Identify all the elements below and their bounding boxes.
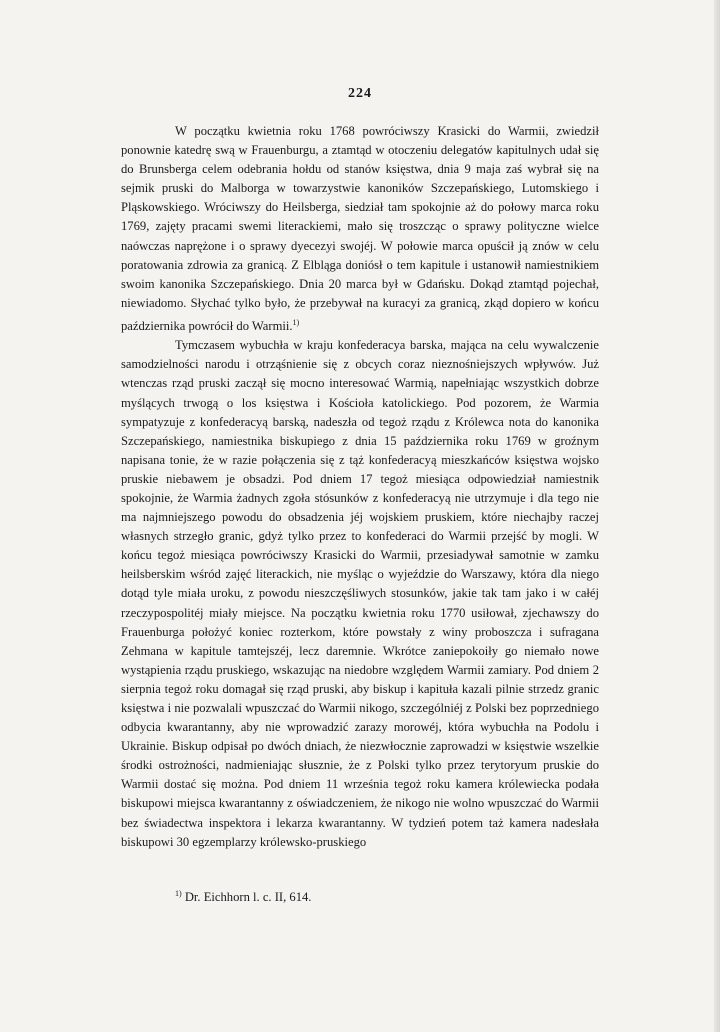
paragraph-2: Tymczasem wybuchła w kraju konfederacya barska, mająca na celu wywalczenie samodzielności narodu i otrząśnienie się z obcych coraz nieznośniejszych wpływów. Już wtenczas rząd pruski zaczął się mocno interesować Warmią, napełniając wszystkich dobrze myślących trwogą o los księstwa i Kościoła katolickiego. Pod pozorem, że Warmia sympatyzuje z konfederacyą barską, nadeszła od tegoż rządu z Królewca nota do kanonika Szczepańskiego, namiestnika biskupiego z dnia 15 października roku 1769 w groźnym napisana tonie, że w razie połączenia się z tąż konfederacyą mieszkańców księstwa wojsko pruskie niebawem je obsadzi. Pod dniem 17 tegoż miesiąca odpowiedział namiestnik spokojnie, że Warmia żadnych zgoła stósunków z konfederacyą nie utrzymuje i dla tego nie ma najmniejszego powodu do obsadzenia jéj wojskiem pruskiem, które niechajby raczej własnych strzegło granic, gdyż tylko przez to konfederaci do Warmii przejść by mogli. W końcu tegoż miesiąca powróciwszy Krasicki do Warmii, przesiadywał samotnie w zamku heilsberskim wśród zajęć literackich, nie myśląc o wyjeździe do Warszawy, która dla niego dotąd tyle miała uroku, z powodu nieszczęśliwych stosunków, jakie tak tam jako i w całéj rzeczypospolitéj miały miejsce. Na początku kwietnia roku 1770 usiłował, zjechawszy do Frauenburga położyć koniec rozterkom, które powstały z winy proboszcza i sufragana Zehmana w kapitule tamtejszéj, lecz daremnie. Wkrótce zaniepokoiły go niemało nowe wystąpienia rządu pruskiego, wskazując na niedobre względem Warmii zamiary. Pod dniem 2 sierpnia tegoż roku domagał się rząd pruski, aby biskup i kapituła kazali pilnie strzedz granic księstwa i nie pozwalali wpuszczać do Warmii nikogo, szczególniéj z Polski bez poprzedniego odbycia kwarantanny, aby nie wprowadzić zarazy morowéj, która wybuchła na Podolu i Ukrainie. Biskup odpisał po dwóch dniach, że niezwłocznie zaprowadzi w księstwie wszelkie środki ostrożności, nadmieniając słusznie, że z Polski tylko przez terytoryum pruskie do Warmii dostać się można. Pod dniem 11 września tegoż roku kamera królewiecka podała biskupowi miejsca kwarantanny z oświadczeniem, że nikogo nie wolno wpuszczać do Warmii bez świadectwa inspektora i lekarza kwarantanny. W tydzień potem taż kamera nadesłała biskupowi 30 egzemplarzy królewsko-pruskiego	[121, 338, 599, 849]
paragraph-1-text: W początku kwietnia roku 1768 powróciwszy Krasicki do Warmii, zwiedził ponownie katedrę swą w Frauenburgu, a ztamtąd w otoczeniu delegatów kapitulnych udał się do Brunsberga celem odebrania hołdu od stanów księstwa, dnia 9 maja zaś wybrał się na sejmik pruski do Malborga w towarzystwie kanoników Szczepańskiego, Lutomskiego i Pląskowskiego. Wróciwszy do Heilsberga, siedział tam spokojnie aż do połowy marca roku 1769, zajęty pracami swemi literackiemi, mało się troszcząc o sprawy polityczne wielce naówczas naprężone i o sprawy dyecezyi swojéj. W połowie marca opuścił ją znów w celu poratowania zdrowia za granicą. Z Elbląga doniósł o tem kapitule i ustanowił namiestnikiem swoim kanonika Szczepańskiego. Dnia 20 marca był w Gdańsku. Dokąd ztamtąd pojechał, niewiadomo. Słychać tylko było, że przebywał na kuracyi za granicą, zkąd dopiero w końcu października powrócił do Warmii.	[121, 124, 599, 334]
footnote-text: Dr. Eichhorn l. c. II, 614.	[184, 890, 312, 905]
footnote-reference: 1)	[292, 317, 300, 327]
footnote	[175, 884, 605, 907]
paragraph-1	[121, 122, 599, 336]
footnote-marker: 1)	[175, 889, 182, 898]
page-number: 224	[348, 86, 372, 101]
scan-edge	[714, 0, 720, 1032]
body-text	[121, 122, 599, 852]
